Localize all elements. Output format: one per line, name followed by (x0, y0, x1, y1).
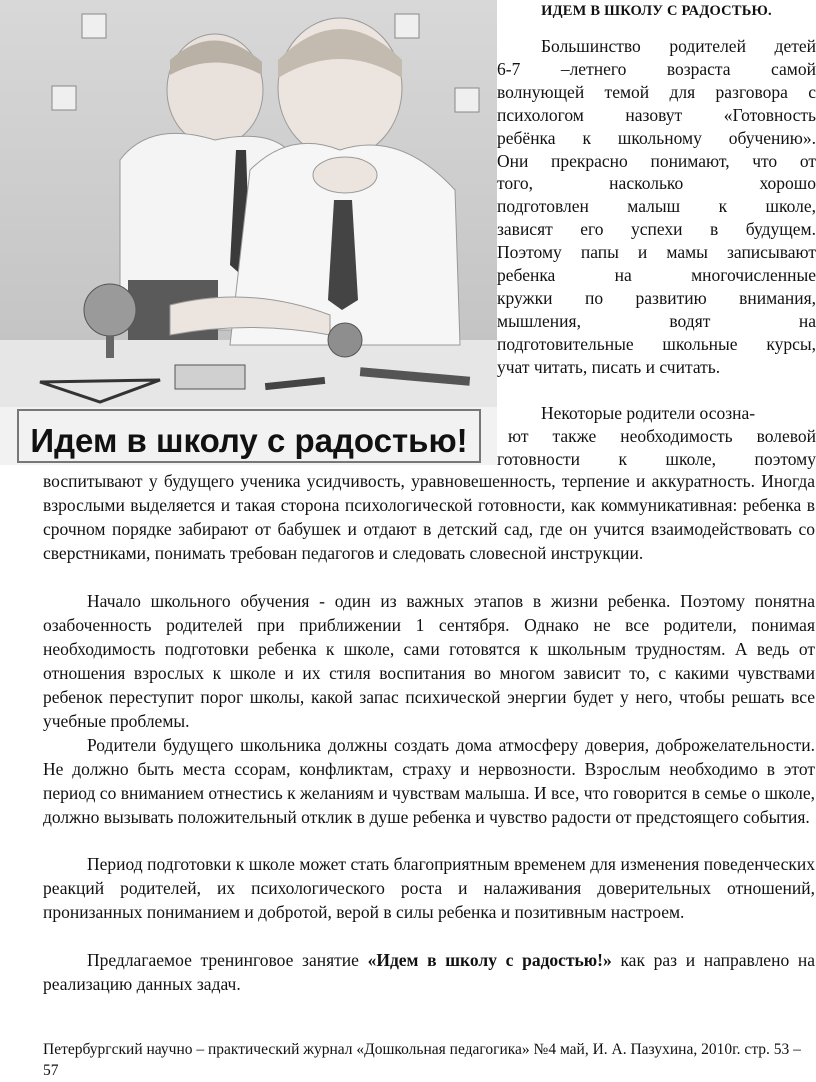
side-line: Поэтому папы и мамы записывают (497, 242, 816, 263)
paragraph-2-start (497, 402, 816, 471)
paragraph-2-rest: воспитывают у будущего ученика усидчивость, уравновешенность, терпение и аккуратность. Иногда взрослыми выделяется и такая сторона психологической готовности, как коммуникативная: ребенка в срочном порядке забирают от бабушек и отдают в детский сад, где он учится взаимодействовать со сверстниками, понимать требован педагогов и следовать словесной инструкции. (43, 471, 815, 563)
side-line: учат читать, писать и считать. (497, 357, 721, 377)
side-line: кружки по развитию внимания, (497, 287, 816, 308)
intro-paragraph-end (497, 356, 816, 379)
wall-card-icon (82, 14, 106, 38)
side-line: ребёнка к школьному обучению». (497, 127, 816, 148)
paragraph-4 (43, 734, 815, 830)
globe-icon (84, 284, 136, 336)
side-line: психологом назовут «Готовность (497, 104, 816, 125)
paragraph-6-text: Предлагаемое тренинговое занятие (87, 950, 368, 970)
side-line: 6-7 –летнего возраста самой (497, 58, 816, 79)
boys-photo-illustration (0, 0, 497, 465)
side-line: Некоторые родители осозна- (541, 403, 756, 423)
side-line: подготовлен малыш к школе, (497, 196, 816, 217)
side-line: того, насколько хорошо (497, 173, 816, 194)
globe-stand (106, 336, 114, 358)
pencil-case-icon (175, 365, 245, 389)
wall-card-icon (52, 86, 76, 110)
paragraph-6 (43, 949, 815, 997)
side-line: подготовительные школьные курсы, (497, 333, 816, 354)
paragraph-5-text: Период подготовки к школе может стать благоприятным временем для изменения поведенческих реакций родителей, их психологического роста и налаживания доверительных отношений, пронизанных пониманием и добротой, верой в силы ребенка и позитивным настроем. (43, 854, 815, 922)
paragraph-6-tail: как раз и направлено на реализацию данных задач. (43, 950, 815, 994)
side-line: зависят его успехи в будущем. (497, 219, 816, 240)
side-line: волнующей темой для разговора с (497, 81, 816, 102)
side-line: мышления, водят на (497, 310, 816, 331)
source-citation: Петербургский научно – практический журнал «Дошкольная педагогика» №4 май, И. А. Пазухина, 2010г. стр. 53 – 57 (43, 1041, 801, 1079)
small-globe-icon (328, 323, 362, 357)
article-title: ИДЕМ В ШКОЛУ С РАДОСТЬЮ. (541, 3, 772, 19)
side-line: ют также необходимость волевой (508, 425, 816, 446)
paragraph-5 (43, 853, 815, 925)
paragraph-4-text: Родители будущего школьника должны создать дома атмосферу доверия, доброжелательности. Не должно быть места ссорам, конфликтам, страху и нервозности. Взрослым необходимо в этот период со вниманием отнестись к желаниям и чувствам малыша. И все, что говорится в семье о школе, должно вызывать положительный отклик в душе ребенка и чувство радости от предстоящего события. (43, 735, 815, 827)
side-line: Большинство родителей детей (541, 36, 816, 56)
article-photo (0, 0, 497, 465)
intro-paragraph (497, 35, 816, 356)
right-boy-hand (313, 157, 377, 193)
wall-card-icon (455, 88, 479, 112)
paragraph-3 (43, 590, 815, 733)
training-title: «Идем в школу с радостью!» (367, 950, 612, 970)
wall-card-icon (395, 14, 419, 38)
paragraph-3-text: Начало школьного обучения - один из важных этапов в жизни ребенка. Поэтому понятна озабоченность родителей при приближении 1 сентября. Однако не все родители, понимая необходимость подготовки ребенка к школе, сами готовятся к школьным трудностям. А ведь от отношения взрослых к школе и их стиля воспитания во многом зависит то, с какими чувствами ребенок переступит порог школы, какой запас психической энергии будет у него, чтобы решать все учебные проблемы. (43, 591, 815, 731)
side-line: Они прекрасно понимают, что от (497, 150, 816, 171)
side-line: ребенка на многочисленные (497, 265, 816, 286)
side-line: готовности к школе, поэтому (497, 448, 816, 469)
photo-banner-text: Идем в школу с радостью! (30, 422, 468, 459)
